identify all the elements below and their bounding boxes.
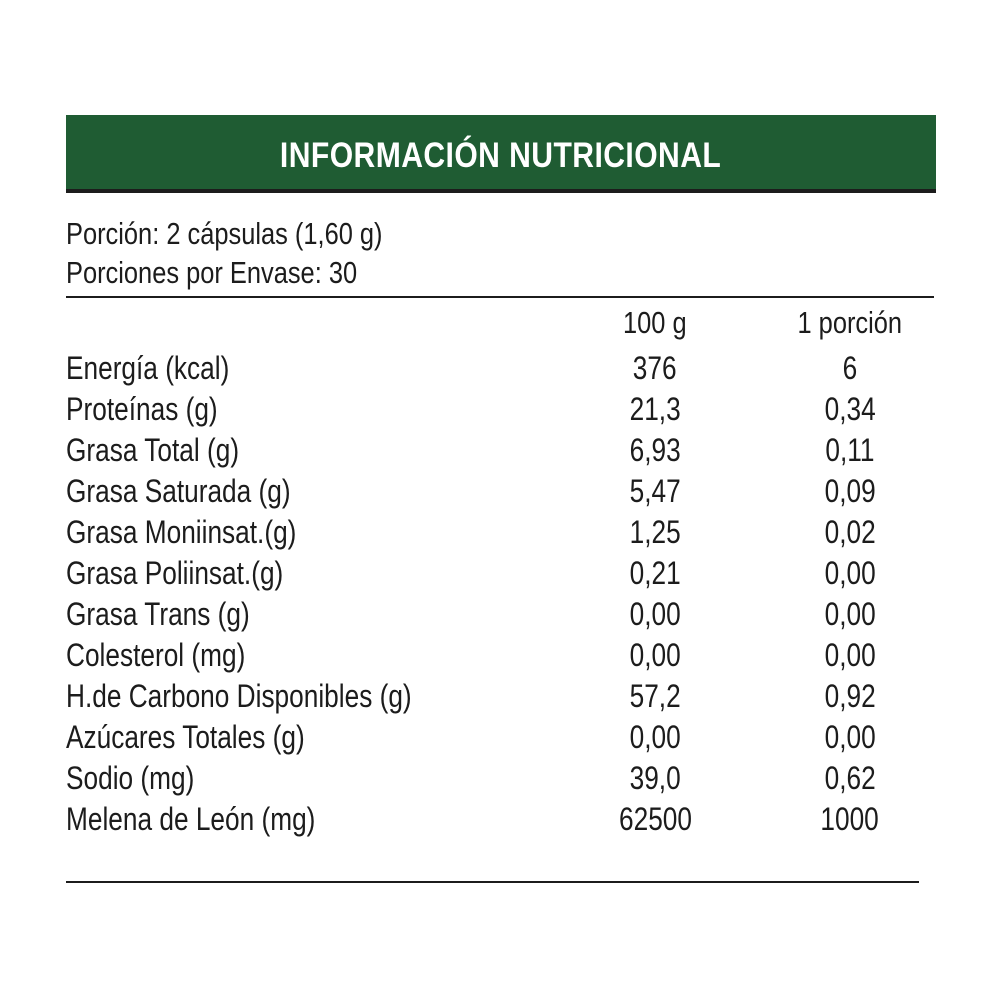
nutrient-table bbox=[0, 348, 1000, 840]
nutrient-value-portion: 0,09 bbox=[824, 473, 876, 509]
column-header-100g-label: 100 g bbox=[623, 305, 687, 340]
nutrient-row bbox=[0, 717, 1000, 758]
nutrient-value-portion: 1000 bbox=[820, 801, 880, 837]
nutrient-row bbox=[0, 471, 1000, 512]
serving-size: Porción: 2 cápsulas (1,60 g) bbox=[66, 216, 383, 251]
nutrient-name: Colesterol (mg) bbox=[66, 637, 246, 673]
nutrient-row bbox=[0, 635, 1000, 676]
nutrient-row bbox=[0, 430, 1000, 471]
nutrient-name: Proteínas (g) bbox=[66, 391, 218, 427]
servings-per-container: Porciones por Envase: 30 bbox=[66, 255, 358, 290]
nutrient-value-portion: 0,00 bbox=[824, 596, 876, 632]
nutrient-name: Grasa Saturada (g) bbox=[66, 473, 291, 509]
nutrient-value-100g: 0,00 bbox=[629, 596, 681, 632]
nutrient-row bbox=[0, 512, 1000, 553]
nutrient-row bbox=[0, 553, 1000, 594]
nutrient-value-100g: 0,00 bbox=[629, 719, 681, 755]
nutrient-row bbox=[0, 389, 1000, 430]
nutrient-value-portion: 0,00 bbox=[824, 637, 876, 673]
nutrient-row bbox=[0, 758, 1000, 799]
nutrient-value-100g: 21,3 bbox=[629, 391, 681, 427]
nutrient-name: Grasa Total (g) bbox=[66, 432, 240, 468]
header-bar bbox=[66, 115, 936, 193]
nutrient-value-100g: 57,2 bbox=[629, 678, 681, 714]
nutrient-row bbox=[0, 594, 1000, 635]
nutrient-name: H.de Carbono Disponibles (g) bbox=[66, 678, 412, 714]
nutrient-value-100g: 62500 bbox=[618, 801, 692, 837]
nutrient-value-100g: 0,00 bbox=[629, 637, 681, 673]
nutrient-name: Azúcares Totales (g) bbox=[66, 719, 305, 755]
nutrient-name: Grasa Trans (g) bbox=[66, 596, 250, 632]
nutrient-value-100g: 0,21 bbox=[629, 555, 681, 591]
nutrient-row bbox=[0, 348, 1000, 389]
nutrient-name: Grasa Moniinsat.(g) bbox=[66, 514, 297, 550]
nutrient-value-portion: 0,00 bbox=[824, 555, 876, 591]
nutrient-name: Sodio (mg) bbox=[66, 760, 195, 796]
nutrient-value-portion: 0,00 bbox=[824, 719, 876, 755]
nutrient-value-100g: 6,93 bbox=[629, 432, 681, 468]
column-header-portion bbox=[760, 307, 940, 338]
nutrient-name: Melena de León (mg) bbox=[66, 801, 316, 837]
nutrient-row bbox=[0, 799, 1000, 840]
nutrient-value-100g: 376 bbox=[633, 350, 677, 386]
top-divider bbox=[66, 296, 934, 298]
nutrient-value-portion: 0,11 bbox=[825, 432, 875, 468]
nutrient-value-portion: 0,34 bbox=[824, 391, 876, 427]
nutrient-name: Energía (kcal) bbox=[66, 350, 230, 386]
label-title: INFORMACIÓN NUTRICIONAL bbox=[280, 136, 722, 175]
nutrient-row bbox=[0, 676, 1000, 717]
bottom-divider bbox=[66, 881, 919, 883]
nutrient-value-portion: 6 bbox=[842, 350, 858, 386]
nutrient-value-100g: 39,0 bbox=[629, 760, 681, 796]
nutrient-value-100g: 1,25 bbox=[629, 514, 681, 550]
column-header-100g bbox=[590, 307, 720, 338]
nutrient-value-portion: 0,92 bbox=[824, 678, 876, 714]
nutrient-value-100g: 5,47 bbox=[629, 473, 681, 509]
nutrient-value-portion: 0,62 bbox=[824, 760, 876, 796]
nutrient-name: Grasa Poliinsat.(g) bbox=[66, 555, 284, 591]
nutrient-value-portion: 0,02 bbox=[824, 514, 876, 550]
column-header-portion-label: 1 porción bbox=[797, 305, 903, 340]
